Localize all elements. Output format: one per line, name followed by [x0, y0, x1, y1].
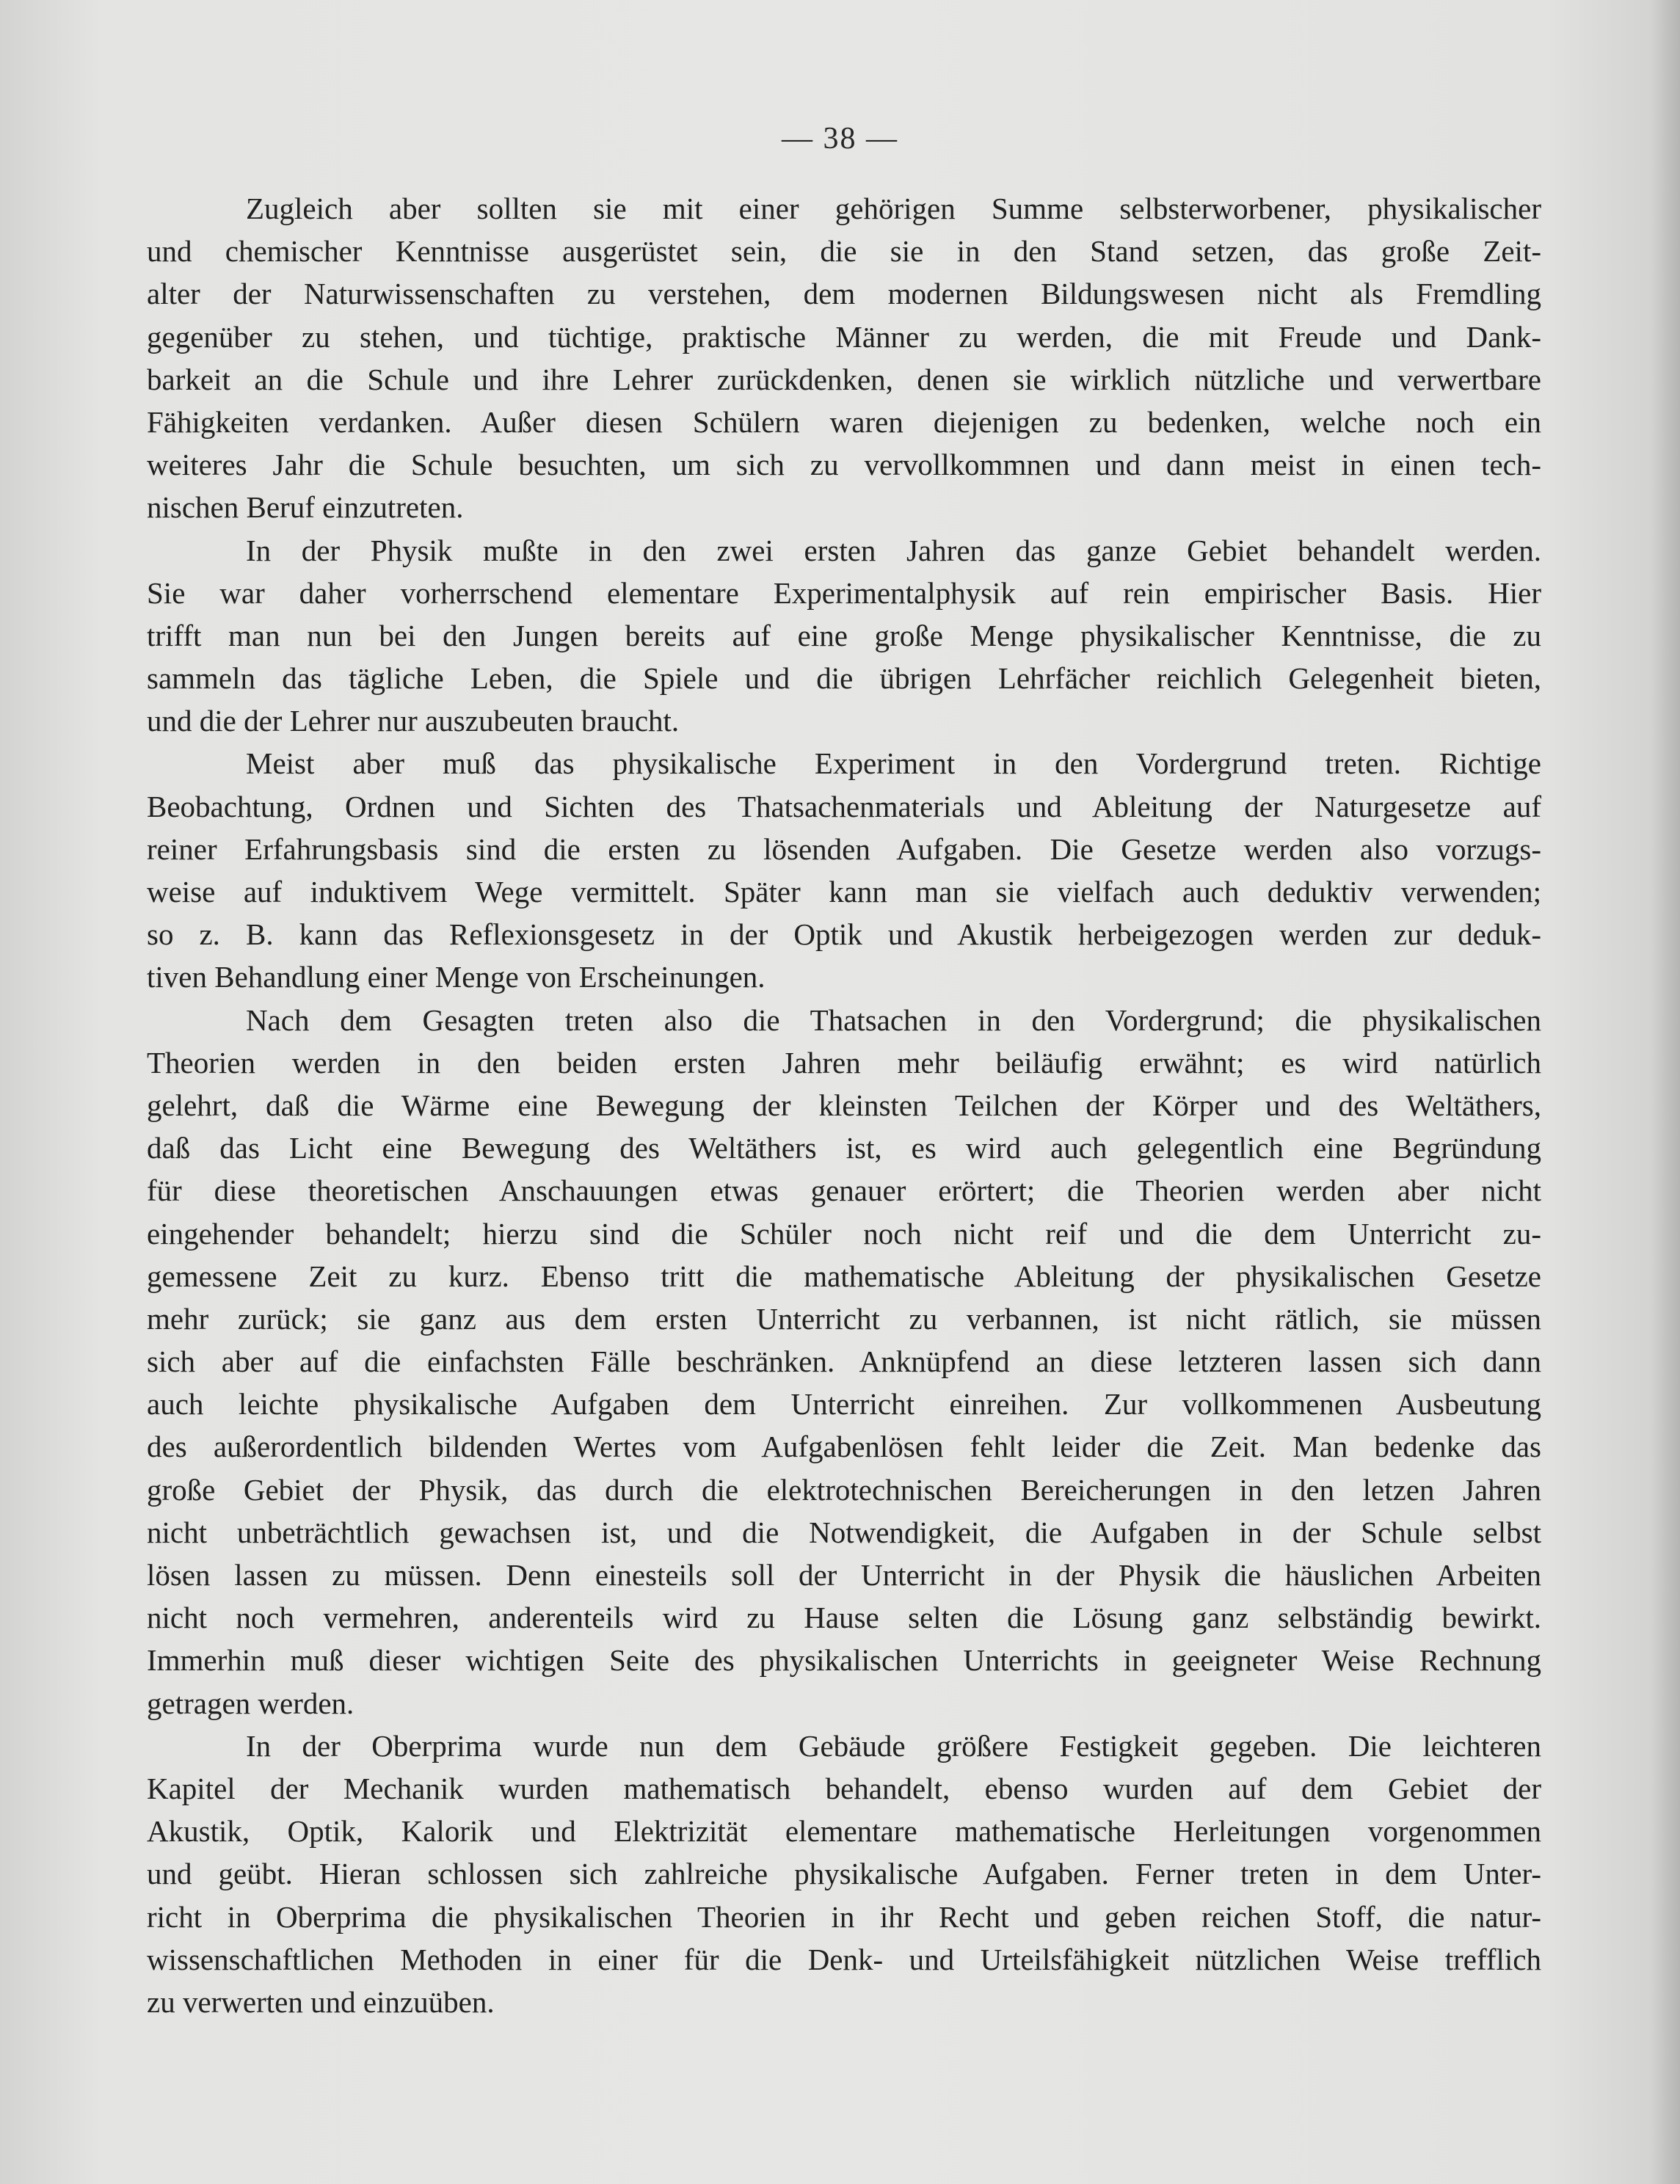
text-line: gemessene Zeit zu kurz. Ebenso tritt die mathematische Ableitung der physikalischen Gesetze	[147, 1259, 1541, 1293]
text-line: lösen lassen zu müssen. Denn einesteils soll der Unterricht in der Physik die häuslichen Arbeiten	[147, 1558, 1541, 1592]
page-number: — 38 —	[782, 122, 898, 156]
text-line: und geübt. Hieran schlossen sich zahlreiche physikalische Aufgaben. Ferner treten in dem Unter-	[147, 1857, 1541, 1891]
text-line: Sie war daher vorherrschend elementare Experimentalphysik auf rein empirischer Basis. Hier	[147, 575, 1541, 610]
text-line: tiven Behandlung einer Menge von Erscheinungen.	[147, 960, 766, 994]
text-line: wissenschaftlichen Methoden in einer für die Denk- und Urteilsfähigkeit nützlichen Weise trefflich	[147, 1942, 1541, 1976]
text-line: gegenüber zu stehen, und tüchtige, praktische Männer zu werden, die mit Freude und Dank-	[147, 319, 1541, 354]
text-line: trifft man nun bei den Jungen bereits auf eine große Menge physikalischer Kenntnisse, die zu	[147, 618, 1541, 652]
text-line: Zugleich aber sollten sie mit einer gehörigen Summe selbsterworbener, physikalischer	[246, 192, 1541, 225]
text-line: richt in Oberprima die physikalischen Theorien in ihr Recht und geben reichen Stoff, die natur-	[147, 1899, 1541, 1934]
text-line: getragen werden.	[147, 1686, 354, 1720]
paragraph-2	[147, 529, 1541, 743]
text-line: mehr zurück; sie ganz aus dem ersten Unterricht zu verbannen, ist nicht rätlich, sie müssen	[147, 1301, 1541, 1336]
body-text	[147, 187, 1541, 2023]
text-line: Theorien werden in den beiden ersten Jahren mehr beiläufig erwähnt; es wird natürlich	[147, 1045, 1541, 1080]
text-line: barkeit an die Schule und ihre Lehrer zurückdenken, denen sie wirklich nützliche und verwertbare	[147, 362, 1541, 396]
text-line: weiteres Jahr die Schule besuchten, um sich zu vervollkommnen und dann meist in einen tech-	[147, 448, 1541, 482]
text-line: für diese theoretischen Anschauungen etwas genauer erörtert; die Theorien werden aber nicht	[147, 1173, 1541, 1208]
text-line: auch leichte physikalische Aufgaben dem Unterricht einreihen. Zur vollkommenen Ausbeutung	[147, 1387, 1541, 1422]
text-line: zu verwerten und einzuüben.	[147, 1984, 495, 2019]
paragraph-5	[147, 1725, 1541, 2023]
text-line: gelehrt, daß die Wärme eine Bewegung der kleinsten Teilchen der Körper und des Weltäthers,	[147, 1088, 1541, 1122]
text-line: daß das Licht eine Bewegung des Weltäthers ist, es wird auch gelegentlich eine Begründung	[147, 1131, 1541, 1165]
text-line: Kapitel der Mechanik wurden mathematisch behandelt, ebenso wurden auf dem Gebiet der	[147, 1771, 1541, 1805]
text-line: nischen Beruf einzutreten.	[147, 490, 464, 525]
text-line: In der Physik mußte in den zwei ersten Jahren das ganze Gebiet behandelt werden.	[246, 533, 1541, 567]
text-line: reiner Erfahrungsbasis sind die ersten zu lösenden Aufgaben. Die Gesetze werden also vorzugs-	[147, 831, 1541, 866]
text-line: sammeln das tägliche Leben, die Spiele und die übrigen Lehrfächer reichlich Gelegenheit bieten,	[147, 661, 1541, 696]
text-line: große Gebiet der Physik, das durch die elektrotechnischen Bereicherungen in den letzen Jahren	[147, 1472, 1541, 1507]
paragraph-3	[147, 742, 1541, 998]
text-line: nicht unbeträchtlich gewachsen ist, und die Notwendigkeit, die Aufgaben in der Schule selbst	[147, 1515, 1541, 1549]
text-line: Akustik, Optik, Kalorik und Elektrizität elementare mathematische Herleitungen vorgenommen	[147, 1814, 1541, 1849]
paragraph-4	[147, 999, 1541, 1725]
text-line: Fähigkeiten verdanken. Außer diesen Schülern waren diejenigen zu bedenken, welche noch ein	[147, 404, 1541, 439]
text-line: nicht noch vermehren, anderenteils wird zu Hause selten die Lösung ganz selbständig bewirkt.	[147, 1601, 1541, 1635]
paragraph-1	[147, 187, 1541, 529]
text-line: In der Oberprima wurde nun dem Gebäude größere Festigkeit gegeben. Die leichteren	[246, 1728, 1541, 1763]
text-line: Immerhin muß dieser wichtigen Seite des physikalischen Unterrichts in geeigneter Weise Rechnung	[147, 1643, 1541, 1678]
text-line: Meist aber muß das physikalische Experiment in den Vordergrund treten. Richtige	[246, 746, 1541, 781]
text-line: Nach dem Gesagten treten also die Thatsachen in den Vordergrund; die physikalischen	[246, 1002, 1541, 1037]
text-line: des außerordentlich bildenden Wertes vom Aufgabenlösen fehlt leider die Zeit. Man bedenke das	[147, 1430, 1541, 1464]
text-line: und chemischer Kenntnisse ausgerüstet sein, die sie in den Stand setzen, das große Zeit-	[147, 234, 1541, 269]
text-line: weise auf induktivem Wege vermittelt. Später kann man sie vielfach auch deduktiv verwenden;	[147, 875, 1541, 909]
text-line: und die der Lehrer nur auszubeuten braucht.	[147, 704, 680, 738]
text-line: Beobachtung, Ordnen und Sichten des Thatsachenmaterials und Ableitung der Naturgesetze auf	[147, 789, 1541, 823]
text-line: alter der Naturwissenschaften zu verstehen, dem modernen Bildungswesen nicht als Fremdling	[147, 277, 1541, 311]
text-line: sich aber auf die einfachsten Fälle beschränken. Anknüpfend an diese letzteren lassen sich dann	[147, 1344, 1541, 1379]
text-line: so z. B. kann das Reflexionsgesetz in der Optik und Akustik herbeigezogen werden zur deduk-	[147, 917, 1541, 952]
text-line: eingehender behandelt; hierzu sind die Schüler noch nicht reif und die dem Unterricht zu-	[147, 1216, 1541, 1251]
